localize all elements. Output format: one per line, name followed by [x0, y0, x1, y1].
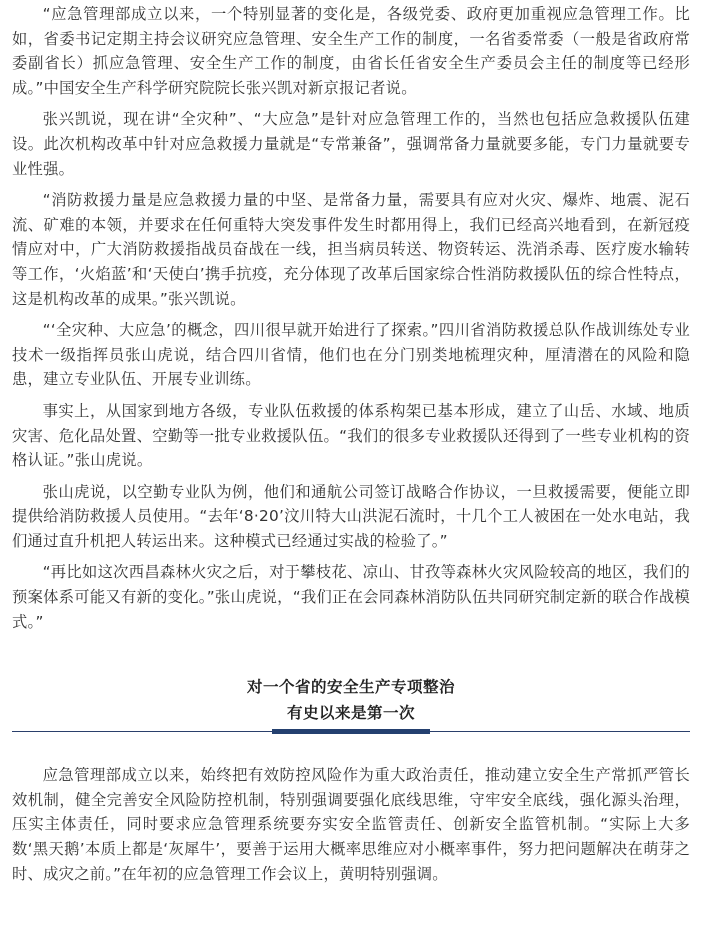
heading-divider-accent-bar: [272, 729, 430, 734]
article-paragraph: 张山虎说，以空勤专业队为例，他们和通航公司签订战略合作协议，一旦救援需要，便能立即提供给消防救援人员使用。“去年‘8·20’汶川特大山洪泥石流时，十几个工人被困在一处水电站，我们通过直升机把人转运出来。这种模式已经通过实战的检验了。”: [12, 482, 690, 550]
article-paragraph: “应急管理部成立以来，一个特别显著的变化是，各级党委、政府更加重视应急管理工作。比如，省委书记定期主持会议研究应急管理、安全生产工作的制度，一名省委常委（一般是省政府常委副省长）抓应急管理、安全生产工作的制度，由省长任省安全生产委员会主任的制度等已经形成。”中国安全生产科学研究院院长张兴凯对新京报记者说。: [12, 5, 690, 97]
section-heading-line-1: 对一个省的安全生产专项整治: [246, 678, 455, 697]
article-paragraph: 事实上，从国家到地方各级，专业队伍救援的体系构架已基本形成，建立了山岳、水域、地质灾害、危化品处置、空勤等一批专业救援队伍。“我们的很多专业救援队还得到了一些专业机构的资格认证。”张山虎说。: [12, 401, 690, 470]
article-paragraph: “消防救援力量是应急救援力量的中坚、是常备力量，需要具有应对火灾、爆炸、地震、泥石流、矿难的本领，并要求在任何重特大突发事件发生时都用得上，我们已经高兴地看到，在新冠疫情应对中，广大消防救援指战员奋战在一线，担当病员转送、物资转运、洗消杀毒、医疗废水输转等工作，‘火焰蓝’和‘天使白’携手抗疫，充分体现了改革后国家综合性消防救援队伍的综合性特点，这是机构改革的成果。”张兴凯说。: [12, 191, 690, 308]
section-heading: [12, 674, 690, 726]
article-paragraph: 张兴凯说，现在讲“全灾种”、“大应急”是针对应急管理工作的，当然也包括应急救援队伍建设。此次机构改革中针对应急救援力量就是“专常兼备”，强调常备力量就要多能，专门力量就要专业性强。: [12, 110, 690, 178]
heading-divider: [12, 729, 690, 735]
section-heading-line-2: 有史以来是第一次: [286, 704, 415, 723]
article-paragraph: 应急管理部成立以来，始终把有效防控风险作为重大政治责任，推动建立安全生产常抓严管长效机制，健全完善安全风险防控机制，特别强调要强化底线思维，守牢安全底线，强化源头治理，压实主体责任，同时要求应急管理系统要夯实安全监管责任、创新安全监管机制。“实际上大多数‘黑天鹅’本质上都是‘灰犀牛’，要善于运用大概率思维应对小概率事件，努力把问题解决在萌芽之时、成灾之前。”在年初的应急管理工作会议上，黄明特别强调。: [12, 766, 690, 883]
article-paragraph: “再比如这次西昌森林火灾之后，对于攀枝花、凉山、甘孜等森林火灾风险较高的地区，我们的预案体系可能又有新的变化。”张山虎说，“我们正在会同森林消防队伍共同研究制定新的联合作战模式。”: [12, 563, 690, 631]
article-body: [0, 2, 702, 933]
article-paragraph: “‘全灾种、大应急’的概念，四川很早就开始进行了探索。”四川省消防救援总队作战训练处专业技术一级指挥员张山虎说，结合四川省情，他们也在分门别类地梳理灾种，厘清潜在的风险和隐患，建立专业队伍、开展专业训练。: [12, 321, 690, 389]
